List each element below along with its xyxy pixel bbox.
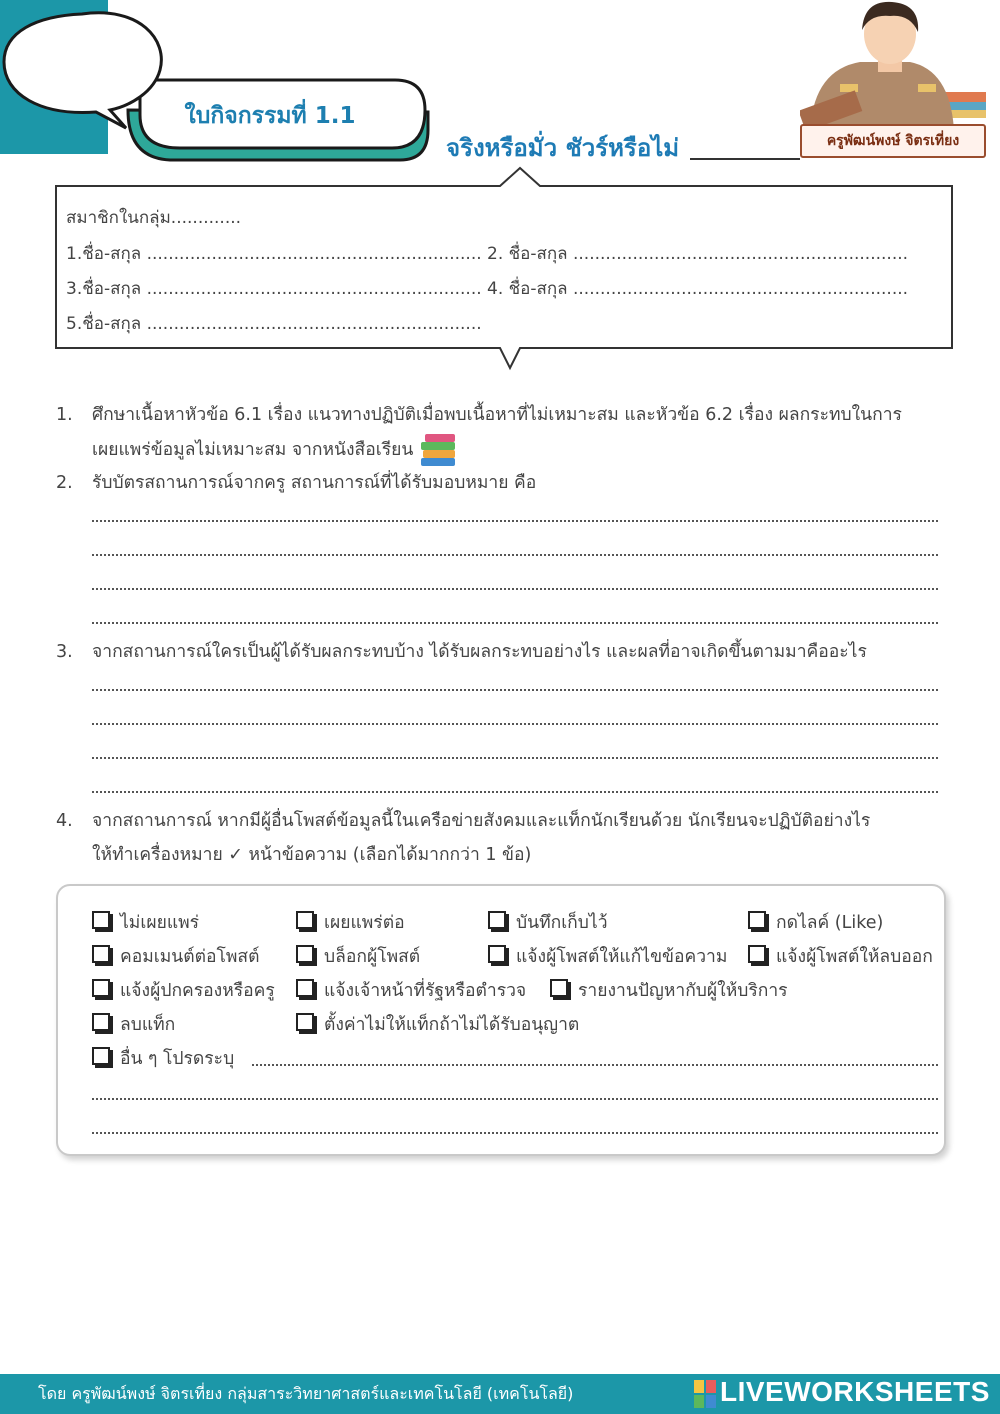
answer-line[interactable] xyxy=(92,588,938,590)
teacher-name-banner: ครูพัฒน์พงษ์ จิตรเที่ยง xyxy=(800,124,986,158)
checkbox-icon[interactable] xyxy=(296,945,314,963)
option-comment[interactable]: คอมเมนต์ต่อโพสต์ xyxy=(92,942,259,970)
answer-line[interactable] xyxy=(92,791,938,793)
question-4 xyxy=(56,804,946,872)
checkbox-icon[interactable] xyxy=(748,911,766,929)
footer-credit: โดย ครูพัฒน์พงษ์ จิตรเที่ยง กลุ่มสาระวิทยาศาสตร์และเทคโนโลยี (เทคโนโลยี) xyxy=(38,1384,574,1403)
checkbox-icon[interactable] xyxy=(488,911,506,929)
question-text: รับบัตรสถานการณ์จากครู สถานการณ์ที่ได้รับมอบหมาย คือ xyxy=(92,473,537,493)
title-underline xyxy=(690,158,800,160)
option-like[interactable]: กดไลค์ (Like) xyxy=(748,908,883,936)
checkbox-icon[interactable] xyxy=(92,979,110,997)
answer-line[interactable] xyxy=(92,757,938,759)
option-share[interactable]: เผยแพร่ต่อ xyxy=(296,908,405,936)
option-ask-edit[interactable]: แจ้งผู้โพสต์ให้แก้ไขข้อความ xyxy=(488,942,727,970)
answer-line[interactable] xyxy=(92,689,938,691)
sheet-subtitle: จริงหรือมั่ว ชัวร์หรือไม่ xyxy=(446,134,680,162)
question-number: 4. xyxy=(56,811,73,831)
member-name-field-1[interactable]: 1.ชื่อ-สกุล .............................................................. xyxy=(66,244,482,264)
members-heading: สมาชิกในกลุ่ม............. xyxy=(66,208,242,228)
answer-line[interactable] xyxy=(92,622,938,624)
question-text-line2: เผยแพร่ข้อมูลไม่เหมาะสม จากหนังสือเรียน xyxy=(92,432,946,468)
question-text: ศึกษาเนื้อหาหัวข้อ 6.1 เรื่อง แนวทางปฏิบัติเมื่อพบเนื้อหาที่ไม่เหมาะสม และหัวข้อ 6.2 เรื่อง ผลกระทบในการ xyxy=(92,405,902,425)
checkbox-icon[interactable] xyxy=(92,1013,110,1031)
option-other[interactable]: อื่น ๆ โปรดระบุ xyxy=(92,1044,234,1072)
other-specify-line[interactable] xyxy=(92,1132,938,1134)
liveworksheets-brand[interactable]: LIVEWORKSHEETS xyxy=(720,1376,990,1407)
option-tell-parent[interactable]: แจ้งผู้ปกครองหรือครู xyxy=(92,976,275,1004)
member-name-field-4[interactable]: 4. ชื่อ-สกุล .............................................................. xyxy=(487,279,909,299)
teacher-avatar-icon xyxy=(800,0,990,130)
question-number: 3. xyxy=(56,642,73,662)
checkbox-icon[interactable] xyxy=(92,1047,110,1065)
option-tell-police[interactable]: แจ้งเจ้าหน้าที่รัฐหรือตำรวจ xyxy=(296,976,526,1004)
member-name-field-5[interactable]: 5.ชื่อ-สกุล .............................................................. xyxy=(66,314,482,334)
checkbox-icon[interactable] xyxy=(296,979,314,997)
option-no-share[interactable]: ไม่เผยแพร่ xyxy=(92,908,199,936)
checkbox-icon[interactable] xyxy=(296,911,314,929)
checkbox-icon[interactable] xyxy=(92,945,110,963)
option-block-poster[interactable]: บล็อกผู้โพสต์ xyxy=(296,942,420,970)
member-box-frame xyxy=(50,164,960,374)
question-text: จากสถานการณ์ หากมีผู้อื่นโพสต์ข้อมูลนี้ในเครือข่ายสังคมและแท็กนักเรียนด้วย นักเรียนจะปฏิบัติอย่างไร xyxy=(92,811,871,831)
books-icon xyxy=(419,432,459,468)
checkbox-icon[interactable] xyxy=(296,1013,314,1031)
question-1 xyxy=(56,398,946,468)
option-tag-settings[interactable]: ตั้งค่าไม่ให้แท็กถ้าไม่ได้รับอนุญาต xyxy=(296,1010,579,1038)
checkbox-icon[interactable] xyxy=(92,911,110,929)
member-name-field-2[interactable]: 2. ชื่อ-สกุล .............................................................. xyxy=(487,244,909,264)
option-report-provider[interactable]: รายงานปัญหากับผู้ให้บริการ xyxy=(550,976,788,1004)
checkbox-icon[interactable] xyxy=(488,945,506,963)
question-number: 1. xyxy=(56,405,73,425)
other-specify-line[interactable] xyxy=(252,1064,938,1066)
question-text-line2: ให้ทำเครื่องหมาย ✓ หน้าข้อความ (เลือกได้มากกว่า 1 ข้อ) xyxy=(92,845,532,865)
sheet-label: ใบกิจกรรมที่ 1.1 xyxy=(184,103,356,129)
answer-line[interactable] xyxy=(92,520,938,522)
answer-line[interactable] xyxy=(92,723,938,725)
answer-line[interactable] xyxy=(92,554,938,556)
question-text: จากสถานการณ์ใครเป็นผู้ได้รับผลกระทบบ้าง ได้รับผลกระทบอย่างไร และผลที่อาจเกิดขึ้นตามมาคืออะไร xyxy=(92,642,867,662)
speech-bubble-icon xyxy=(0,0,440,170)
question-2 xyxy=(56,466,946,500)
liveworksheets-logo-icon xyxy=(694,1380,716,1408)
option-save[interactable]: บันทึกเก็บไว้ xyxy=(488,908,608,936)
other-specify-line[interactable] xyxy=(92,1098,938,1100)
checkbox-icon[interactable] xyxy=(748,945,766,963)
checkbox-icon[interactable] xyxy=(550,979,568,997)
option-remove-tag[interactable]: ลบแท็ก xyxy=(92,1010,175,1038)
option-ask-delete[interactable]: แจ้งผู้โพสต์ให้ลบออก xyxy=(748,942,933,970)
question-3 xyxy=(56,635,946,669)
member-name-field-3[interactable]: 3.ชื่อ-สกุล .............................................................. xyxy=(66,279,482,299)
question-number: 2. xyxy=(56,473,73,493)
